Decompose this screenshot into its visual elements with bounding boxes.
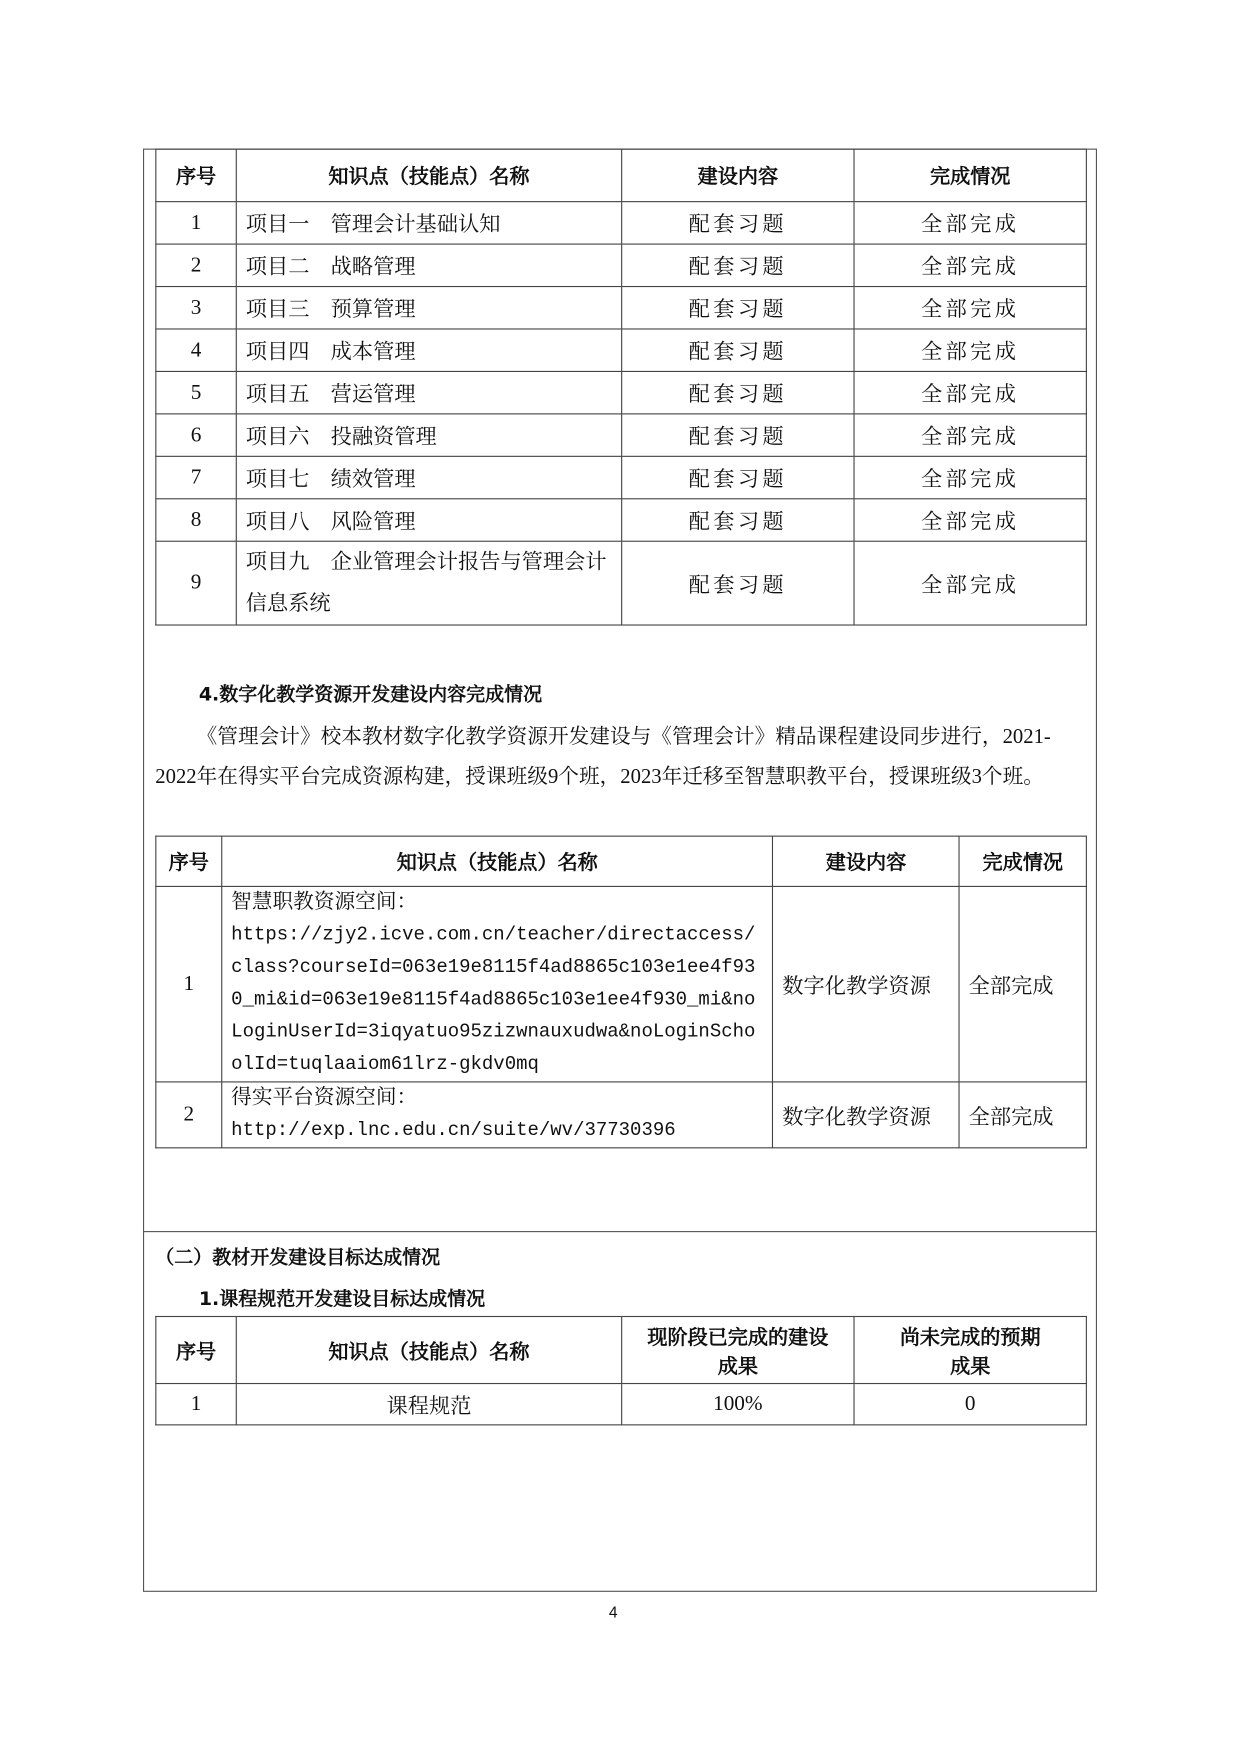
row-no: 1 [156, 886, 222, 1081]
row-status: 全部完成 [854, 202, 1086, 244]
table-row [156, 329, 1087, 371]
table-row [156, 886, 1087, 1081]
header-name: 知识点（技能点）名称 [236, 149, 621, 202]
table-header [156, 1317, 1087, 1384]
row-content: 配套习题 [622, 244, 854, 286]
section-paragraph: 《管理会计》校本教材数字化教学资源开发建设与《管理会计》精品课程建设同步进行，2021-2022年在得实平台完成资源构建，授课班级9个班，2023年迁移至智慧职教平台，授课班级3个班。 [155, 726, 1051, 789]
page-number: 4 [608, 1603, 618, 1621]
subsection-heading: 1.课程规范开发建设目标达成情况 [198, 1288, 486, 1311]
table-row [156, 244, 1087, 286]
row-content: 配套习题 [622, 414, 854, 456]
table-course-standard [155, 1316, 1087, 1425]
row-content: 配套习题 [622, 287, 854, 329]
row-no: 2 [156, 1082, 222, 1148]
row-content: 配套习题 [622, 329, 854, 371]
row-content: 配套习题 [622, 541, 854, 625]
row-no: 3 [156, 287, 236, 329]
header-no: 序号 [156, 836, 222, 886]
header-status: 完成情况 [854, 149, 1086, 202]
header-no: 序号 [156, 149, 236, 202]
row-name: 项目七 绩效管理 [236, 456, 621, 498]
table-header [156, 149, 1087, 202]
header-content: 建设内容 [622, 149, 854, 202]
row-status: 全部完成 [854, 329, 1086, 371]
section-divider [143, 1231, 1097, 1232]
header-name: 知识点（技能点）名称 [236, 1317, 621, 1384]
table-row [156, 414, 1087, 456]
row-name: 项目四 成本管理 [236, 329, 621, 371]
row-content: 数字化教学资源 [773, 886, 959, 1081]
table-row [156, 1082, 1087, 1148]
header-no: 序号 [156, 1317, 236, 1384]
table-header [156, 836, 1087, 886]
table-row [156, 202, 1087, 244]
row-name: 项目九 企业管理会计报告与管理会计信息系统 [236, 541, 621, 625]
row-no: 2 [156, 244, 236, 286]
row-status: 全部完成 [854, 414, 1086, 456]
row-content: 配套习题 [622, 371, 854, 413]
row-status: 全部完成 [854, 371, 1086, 413]
row-no: 7 [156, 456, 236, 498]
row-done: 100% [622, 1384, 854, 1425]
row-status: 全部完成 [854, 287, 1086, 329]
row-status: 全部完成 [854, 541, 1086, 625]
row-no: 8 [156, 499, 236, 541]
row-status: 全部完成 [854, 244, 1086, 286]
row-no: 9 [156, 541, 236, 625]
header-content: 建设内容 [773, 836, 959, 886]
table-row [156, 456, 1087, 498]
row-content: 配套习题 [622, 456, 854, 498]
header-done: 现阶段已完成的建设成果 [622, 1317, 854, 1384]
header-status: 完成情况 [959, 836, 1086, 886]
row-name: 项目二 战略管理 [236, 244, 621, 286]
table-row [156, 287, 1087, 329]
table-digital-resources [155, 836, 1087, 1149]
row-name: 项目六 投融资管理 [236, 414, 621, 456]
resource-label: 智慧职教资源空间： [231, 891, 418, 914]
row-no: 6 [156, 414, 236, 456]
row-name: 项目三 预算管理 [236, 287, 621, 329]
row-pending: 0 [854, 1384, 1086, 1425]
header-name: 知识点（技能点）名称 [222, 836, 773, 886]
table-row [156, 541, 1087, 625]
row-name: 项目一 管理会计基础认知 [236, 202, 621, 244]
header-pending: 尚未完成的预期成果 [854, 1317, 1086, 1384]
row-content: 配套习题 [622, 202, 854, 244]
table-exercises [155, 149, 1087, 626]
resource-url-link[interactable]: http://exp.lnc.edu.cn/suite/wv/37730396 [231, 1120, 676, 1142]
row-name: 课程规范 [236, 1384, 621, 1425]
table-row [156, 1384, 1087, 1425]
row-content: 数字化教学资源 [773, 1082, 959, 1148]
resource-url-link[interactable]: https://zjy2.icve.com.cn/teacher/directaccess/class?courseId=063e19e8115f4ad8865c103e1ee4f930_mi&id=063e19e8115f4ad8865c103e1ee4f930_mi&noLoginUserId=3iqyatuo95zizwnauxudwa&noLoginSchoolId=tuqlaaiom61lrz-gkdv0mq [231, 924, 756, 1076]
row-status: 全部完成 [959, 1082, 1086, 1148]
row-no: 1 [156, 1384, 236, 1425]
row-no: 4 [156, 329, 236, 371]
row-content: 配套习题 [622, 499, 854, 541]
section-heading: （二）教材开发建设目标达成情况 [155, 1246, 441, 1270]
row-no: 1 [156, 202, 236, 244]
row-status: 全部完成 [854, 499, 1086, 541]
row-name: 项目八 风险管理 [236, 499, 621, 541]
row-status: 全部完成 [959, 886, 1086, 1081]
row-no: 5 [156, 371, 236, 413]
row-name: 项目五 营运管理 [236, 371, 621, 413]
row-status: 全部完成 [854, 456, 1086, 498]
section-heading: 4.数字化教学资源开发建设内容完成情况 [198, 683, 543, 707]
table-row [156, 371, 1087, 413]
resource-label: 得实平台资源空间： [231, 1086, 418, 1110]
table-row [156, 499, 1087, 541]
